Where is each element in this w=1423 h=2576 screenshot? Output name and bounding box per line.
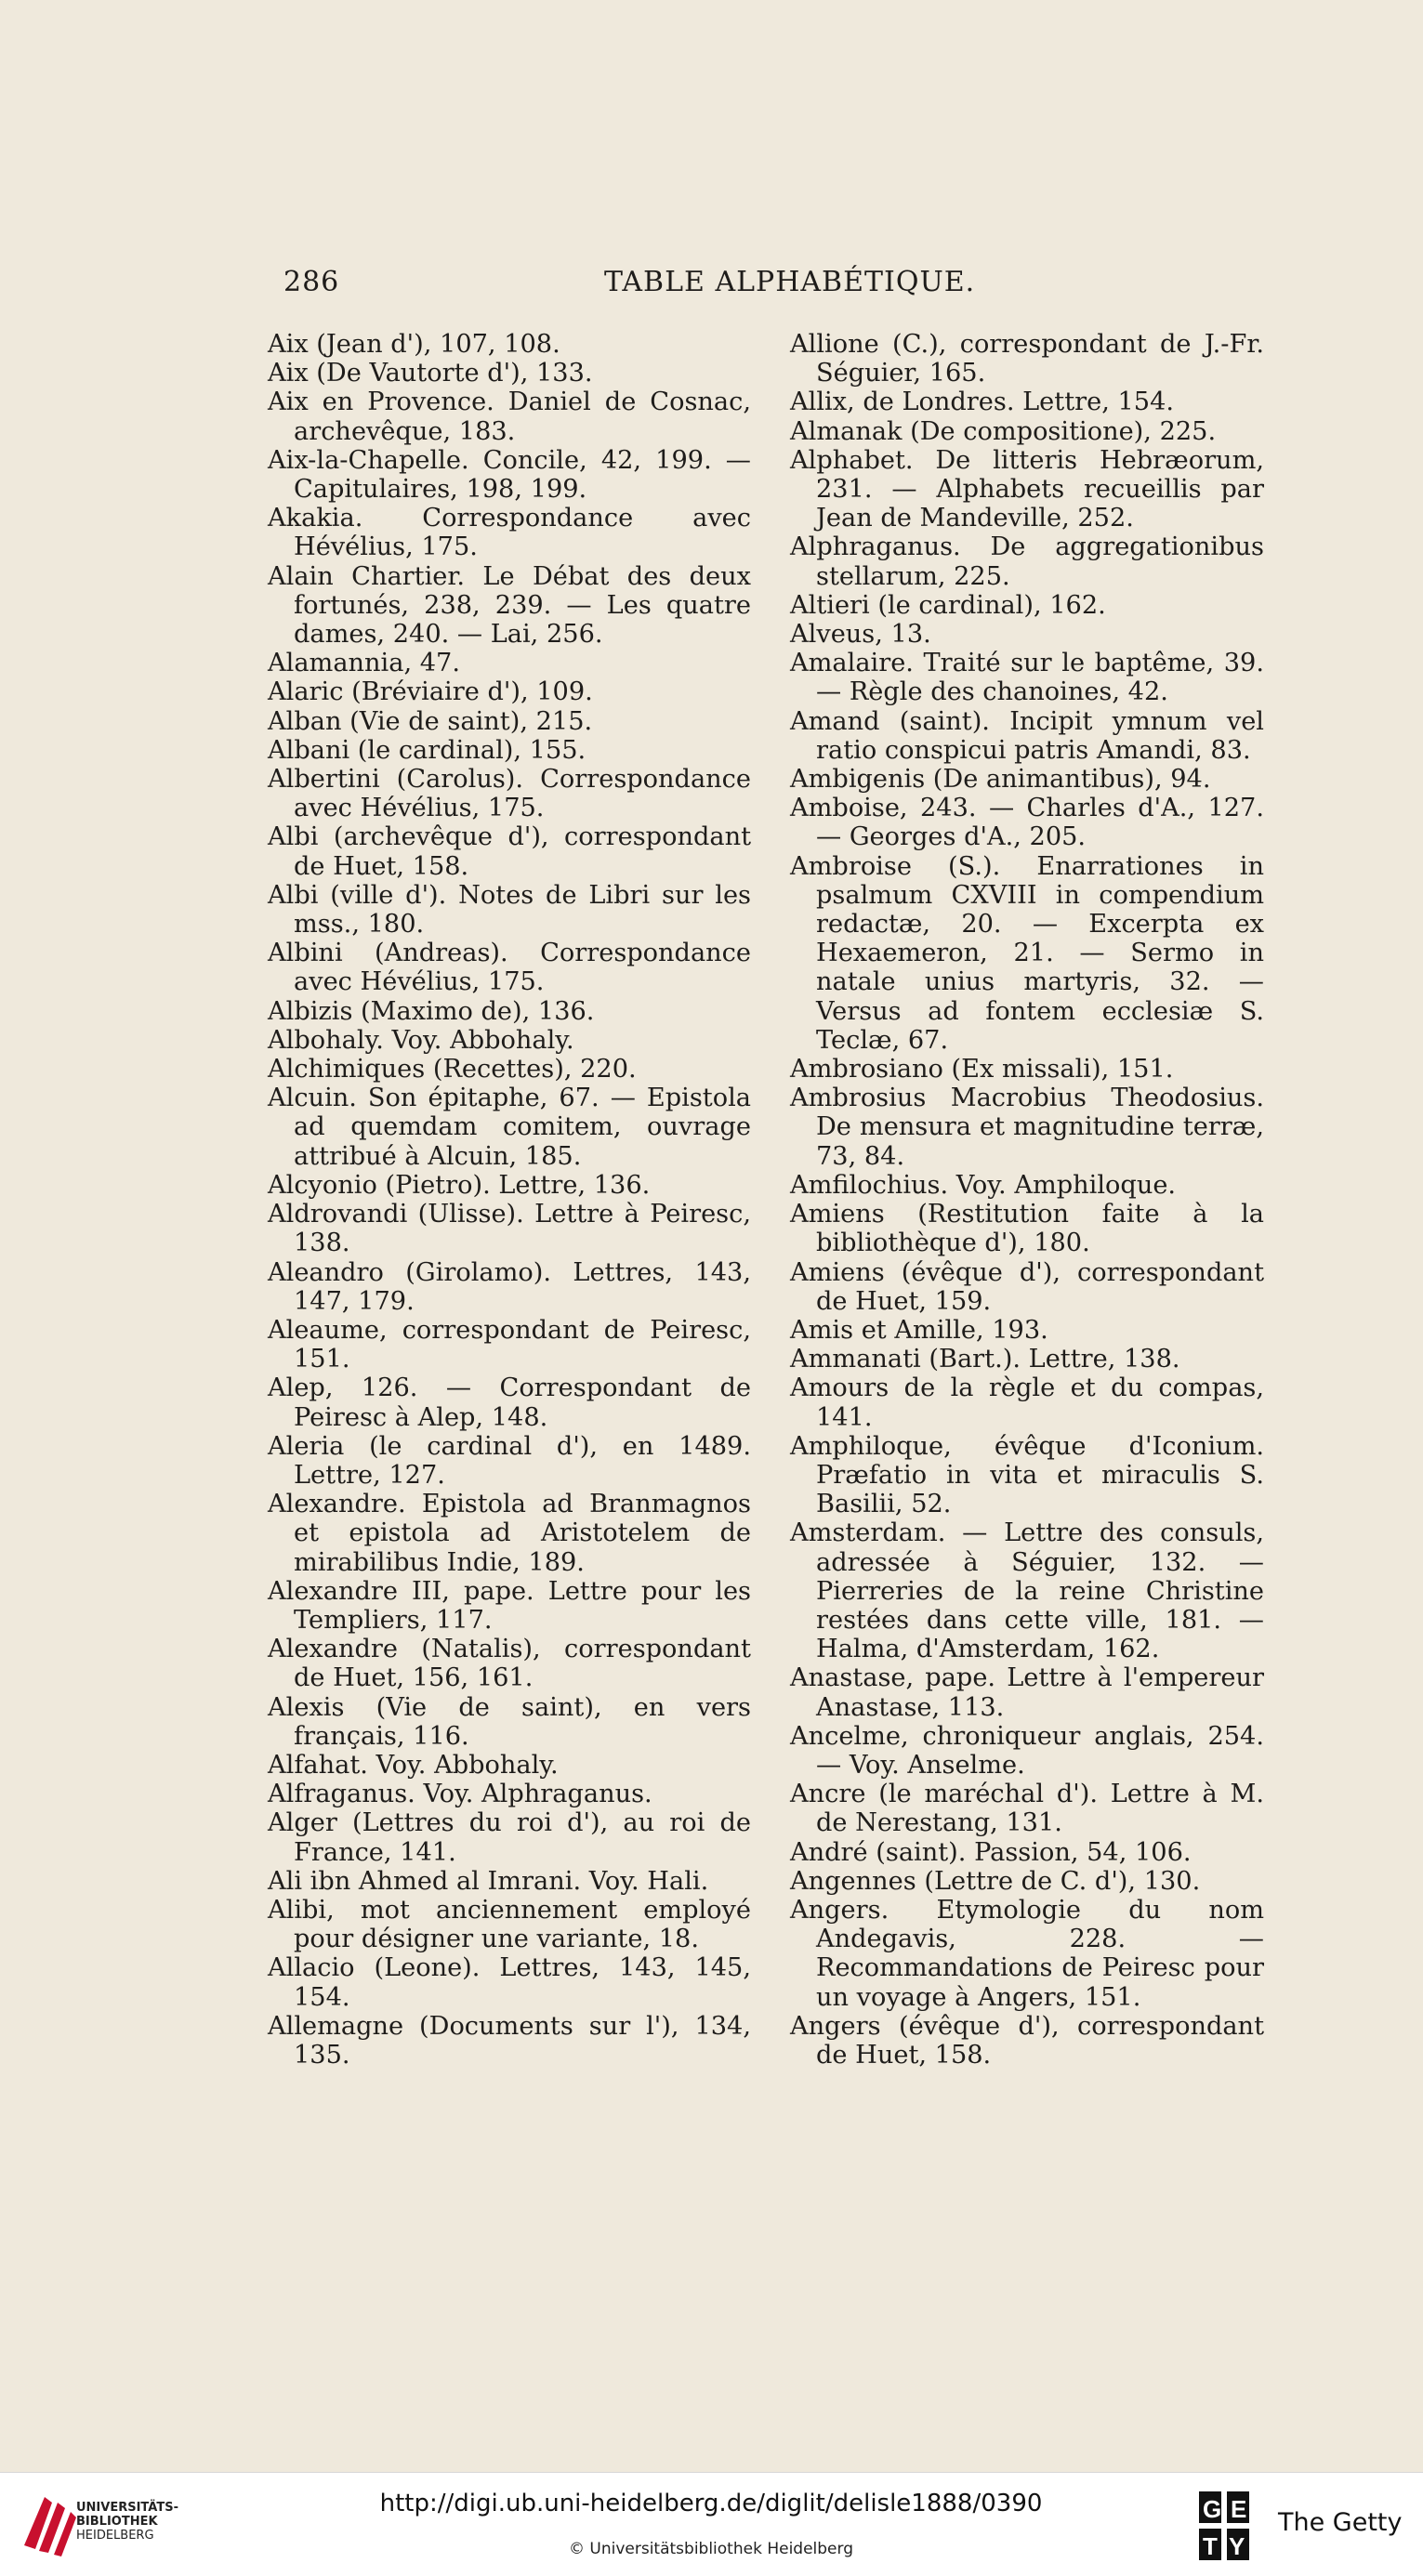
index-entry: Amfilochius. Voy. Amphiloque. [790,1170,1177,1200]
index-entry: Aix (Jean d'), 107, 108. [268,330,560,359]
index-entry: Alexandre. Epistola ad Branmagnos et epistola ad Aristotelem de mirabilibus Indie, 189. [268,1490,751,1577]
index-entry: Alexis (Vie de saint), en vers français, 116. [268,1692,751,1751]
index-entry: Amphiloque, évêque d'Iconium. Præfatio in vita et miraculis S. Basilii, 52. [790,1431,1264,1519]
index-entry: Ambigenis (De animantibus), 94. [790,765,1211,795]
right-index-column [790,330,1264,2070]
index-entry: Alep, 126. — Correspondant de Peiresc à Alep, 148. [268,1373,751,1432]
page-header [270,266,1283,303]
getty-logo-icon [1197,2490,1253,2562]
index-entry: Angers (évêque d'), correspondant de Huet, 158. [790,2011,1264,2070]
index-entry: Alger (Lettres du roi d'), au roi de France, 141. [268,1808,751,1867]
copyright-notice: © Universitätsbibliothek Heidelberg [568,2540,853,2558]
index-entry: Aix en Provence. Daniel de Cosnac, archevêque, 183. [268,388,751,446]
index-entry: Aldrovandi (Ulisse). Lettre à Peiresc, 138. [268,1200,751,1258]
permalink-url[interactable]: http://digi.ub.uni-heidelberg.de/diglit/delisle1888/0390 [379,2490,1043,2517]
index-entry: Amsterdam. — Lettre des consuls, adressée à Séguier, 132. — Pierreries de la reine Christine restées dans cette ville, 181. — Halma, d'Amsterdam, 162. [790,1518,1264,1664]
index-entry: Allemagne (Documents sur l'), 134, 135. [268,2011,751,2070]
page-number: 286 [283,266,340,298]
index-entry: Amboise, 243. — Charles d'A., 127. — Georges d'A., 205. [790,794,1264,852]
index-entry: Amiens (évêque d'), correspondant de Huet, 159. [790,1257,1264,1316]
index-entry: Allione (C.), correspondant de J.-Fr. Séguier, 165. [790,330,1264,388]
library-name-line: UNIVERSITÄTS- [76,2501,178,2515]
index-entry: Amis et Amille, 193. [790,1315,1048,1345]
index-entry: Altieri (le cardinal), 162. [790,590,1106,620]
index-entry: Aix-la-Chapelle. Concile, 42, 199. — Capitulaires, 198, 199. [268,445,751,505]
index-entry: Albertini (Carolus). Correspondance avec Hévélius, 175. [268,765,751,823]
index-entry: Ambroise (S.). Enarrationes in psalmum CXVIII in compendium redactæ, 20. — Excerpta ex Hexaemeron, 21. — Sermo in natale unius martyris, 32. — Versus ad fontem ecclesiæ S. Teclæ, 67. [790,851,1264,1055]
university-library-name [76,2501,178,2543]
index-entry: Allix, de Londres. Lettre, 154. [790,388,1175,417]
svg-text:Y: Y [1229,2532,1245,2560]
index-entry: Amand (saint). Incipit ymnum vel ratio conspicui patris Amandi, 83. [790,706,1264,765]
index-entry: Albani (le cardinal), 155. [268,735,586,765]
index-entry: Alban (Vie de saint), 215. [268,706,593,736]
index-entry: Alfraganus. Voy. Alphraganus. [268,1780,652,1809]
page-title: TABLE ALPHABÉTIQUE. [604,266,976,298]
index-entry: André (saint). Passion, 54, 106. [790,1837,1192,1867]
index-entry: Almanak (De compositione), 225. [790,416,1217,446]
index-entry: Alcyonio (Pietro). Lettre, 136. [268,1170,651,1200]
getty-label: The Getty [1278,2508,1403,2537]
index-entry: Alveus, 13. [790,620,931,650]
library-name-line: BIBLIOTHEK [76,2515,158,2529]
index-entry: Allacio (Leone). Lettres, 143, 145, 154. [268,1953,751,2012]
index-entry: Akakia. Correspondance avec Hévélius, 175. [268,504,751,562]
index-entry: Albini (Andreas). Correspondance avec Hévélius, 175. [268,939,751,997]
viewer-footer [0,2472,1423,2576]
index-entry: Albizis (Maximo de), 136. [268,996,595,1026]
index-entry: Albi (archevêque d'), correspondant de Huet, 158. [268,822,751,881]
index-entry: Alexandre (Natalis), correspondant de Huet, 156, 161. [268,1635,751,1693]
index-entry: Albi (ville d'). Notes de Libri sur les mss., 180. [268,880,751,940]
index-entry: Ambrosius Macrobius Theodosius. De mensura et magnitudine terræ, 73, 84. [790,1084,1264,1171]
index-entry: Alibi, mot anciennement employé pour désigner une variante, 18. [268,1895,751,1954]
index-entry: Alaric (Bréviaire d'), 109. [268,677,593,707]
index-entry: Ancelme, chroniqueur anglais, 254. — Voy. Anselme. [790,1721,1264,1780]
svg-text:G: G [1203,2495,1222,2523]
index-entry: Ambrosiano (Ex missali), 151. [790,1055,1174,1084]
left-index-column [268,330,751,2070]
index-entry: Alamannia, 47. [268,649,460,678]
index-entry: Alain Chartier. Le Débat des deux fortunés, 238, 239. — Les quatre dames, 240. — Lai, 256. [268,561,751,650]
index-entry: Ancre (le maréchal d'). Lettre à M. de Nerestang, 131. [790,1780,1264,1838]
svg-text:E: E [1231,2495,1247,2523]
index-entry: Angers. Etymologie du nom Andegavis, 228. — Recommandations de Peiresc pour un voyage à Angers, 151. [790,1895,1264,2012]
index-entry: Aleria (le cardinal d'), en 1489. Lettre, 127. [268,1431,751,1490]
index-entry: Aleandro (Girolamo). Lettres, 143, 147, 179. [268,1257,751,1316]
index-entry: Alphabet. De litteris Hebræorum, 231. — Alphabets recueillis par Jean de Mandeville, 252. [790,445,1264,533]
index-entry: Ali ibn Ahmed al Imrani. Voy. Hali. [268,1866,709,1896]
index-entry: Angennes (Lettre de C. d'), 130. [790,1866,1201,1896]
index-entry: Aix (De Vautorte d'), 133. [268,359,593,388]
library-name-line: HEIDELBERG [76,2529,154,2543]
index-entry: Amiens (Restitution faite à la bibliothèque d'), 180. [790,1200,1264,1258]
index-entry: Aleaume, correspondant de Peiresc, 151. [268,1315,751,1374]
index-entry: Alchimiques (Recettes), 220. [268,1055,637,1084]
index-entry: Anastase, pape. Lettre à l'empereur Anastase, 113. [790,1663,1264,1722]
index-entry: Amalaire. Traité sur le baptême, 39. — Règle des chanoines, 42. [790,649,1264,707]
university-library-logo-icon [17,2490,82,2558]
index-entry: Ammanati (Bart.). Lettre, 138. [790,1345,1180,1374]
index-entry: Amours de la règle et du compas, 141. [790,1373,1264,1432]
index-entry: Alphraganus. De aggregationibus stellarum, 225. [790,532,1264,591]
index-entry: Alfahat. Voy. Abbohaly. [268,1750,559,1780]
index-entry: Alcuin. Son épitaphe, 67. — Epistola ad quemdam comitem, ouvrage attribué à Alcuin, 185. [268,1084,751,1171]
index-entry: Alexandre III, pape. Lettre pour les Templiers, 117. [268,1576,751,1635]
svg-text:T: T [1203,2532,1218,2560]
index-entry: Albohaly. Voy. Abbohaly. [268,1025,574,1055]
